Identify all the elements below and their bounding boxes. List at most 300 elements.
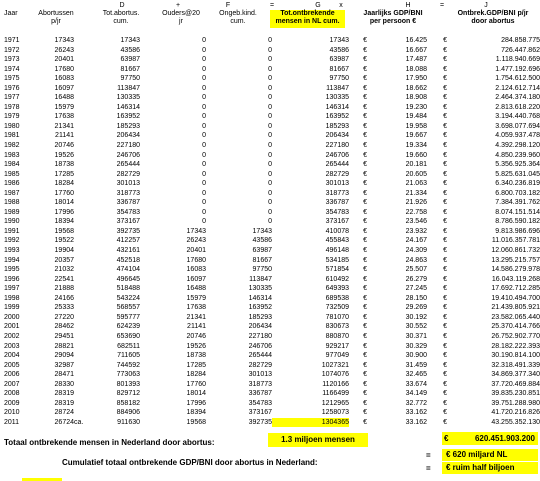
ongeb-cell: 163952 [248,304,272,312]
table-row [0,208,540,218]
year-cell: 1974 [4,65,20,73]
ongeb-cell: 0 [268,180,272,188]
table-row [0,151,540,161]
year-cell: 1988 [4,199,20,207]
abortions-cell: 28821 [54,342,74,350]
gdp-cell: 21.926 [405,199,427,207]
currency-cell: € [363,132,367,140]
ouders-cell: 0 [202,65,206,73]
ontbrek-gdp-cell: 8.074.151.514 [495,208,540,216]
tot-abortus-cell: 568557 [116,304,140,312]
gdp-cell: 18.908 [405,94,427,102]
year-cell: 1972 [4,46,20,54]
tot-abortus-cell: 711605 [117,352,140,360]
ongeb-cell: 0 [268,189,272,197]
year-cell: 1996 [4,275,20,283]
ongeb-cell: 0 [268,142,272,150]
tot-ontbrekende-cell: 146314 [325,103,349,111]
ontbrek-gdp-cell: 41.720.216.826 [491,409,540,417]
header-col-d: D [119,2,125,9]
abortions-cell: 15979 [54,103,74,111]
tot-abortus-cell: 744592 [116,361,140,369]
abortions-cell: 28724 [54,409,74,417]
gdp-cell: 30.900 [405,352,427,360]
gdp-cell: 23.932 [405,227,427,235]
currency-cell: € [363,161,367,169]
gdp-cell: 32.465 [405,371,427,379]
ongeb-cell: 206434 [248,323,272,331]
currency-cell: € [363,199,367,207]
table-row [0,170,540,180]
year-cell: 2002 [4,332,20,340]
currency-cell: € [443,352,447,360]
line1-text: € 620 miljard NL [442,449,538,461]
ongeb-cell: 0 [268,75,272,83]
ongeb-cell: 0 [268,151,272,159]
ongeb-cell: 0 [268,84,272,92]
year-cell: 1986 [4,180,20,188]
total-value: 1.3 miljoen mensen [268,433,368,447]
table-row [0,284,540,294]
ouders-cell: 21141 [187,323,206,331]
abortions-cell: 20357 [54,256,74,264]
ongeb-cell: 185293 [248,313,272,321]
currency-cell: € [363,323,367,331]
tot-ontbrekende-cell: 1258073 [321,409,349,417]
ongeb-cell: 130335 [248,285,272,293]
year-cell: 1979 [4,113,20,121]
table-row [0,198,540,208]
ontbrek-gdp-cell: 17.692.712.285 [491,285,540,293]
ontbrek-gdp-cell: 726.447.862 [501,46,540,54]
currency-cell: € [363,332,367,340]
gdp-cell: 19.660 [405,151,427,159]
gdp-cell: 27.245 [405,285,427,293]
year-cell: 1994 [4,256,20,264]
tot-abortus-cell: 432161 [116,247,140,255]
table-row [0,389,540,399]
ouders-cell: 17343 [186,227,206,235]
abortions-cell: 21141 [55,132,74,140]
ongeb-cell: 301013 [248,371,272,379]
ouders-cell: 0 [202,132,206,140]
abortions-cell: 21341 [54,122,74,130]
gdp-cell: 34.149 [405,390,427,398]
currency-cell: € [363,208,367,216]
currency-cell: € [443,103,447,111]
ouders-cell: 16488 [186,285,206,293]
abortions-cell: 29451 [54,332,74,340]
header-jaar: Jaar [4,10,18,17]
ouders-cell: 0 [202,189,206,197]
currency-cell: € [443,418,447,426]
ouders-cell: 0 [202,142,206,150]
table-row [0,399,540,409]
currency-cell: € [443,56,447,64]
ouders-cell: 0 [202,56,206,64]
ouders-cell: 0 [202,170,206,178]
currency-cell: € [363,342,367,350]
ongeb-cell: 0 [268,65,272,73]
ouders-cell: 0 [202,37,206,44]
currency-cell: € [443,294,447,302]
table-row [0,65,540,75]
abortions-cell: 21888 [54,285,74,293]
tot-abortus-cell: 653690 [116,332,140,340]
currency-cell: € [443,208,447,216]
ontbrek-gdp-cell: 34.869.377.340 [491,371,540,379]
tot-ontbrekende-cell: 649393 [325,285,349,293]
ouders-cell: 18394 [186,409,206,417]
table-row [0,303,540,313]
ontbrek-gdp-cell: 4.392.298.120 [495,142,540,150]
tot-abortus-cell: 858182 [116,399,140,407]
ongeb-cell: 265444 [248,352,272,360]
tot-ontbrekende-cell: 206434 [325,132,349,140]
tot-ontbrekende-cell: 455843 [325,237,349,245]
currency-cell: € [363,371,367,379]
gdp-cell: 26.279 [405,275,427,283]
tot-ontbrekende-cell: 81667 [329,65,349,73]
currency-cell: € [443,227,447,235]
ouders-cell: 0 [202,75,206,83]
currency-cell: € [443,94,447,102]
year-cell: 1973 [4,56,20,64]
currency-cell: € [363,285,367,293]
gdp-cell: 24.863 [405,256,427,264]
table-row [0,313,540,323]
abortions-cell: 16488 [54,94,74,102]
ongeb-cell: 63987 [252,247,272,255]
ouders-cell: 18014 [186,390,206,398]
currency-cell: € [363,352,367,360]
table-row [0,361,540,371]
abortions-cell: 19522 [54,237,74,245]
year-cell: 1998 [4,294,20,302]
gdp-cell: 19.958 [405,122,427,130]
ontbrek-gdp-cell: 7.384.391.762 [495,199,540,207]
tot-abortus-cell: 336787 [116,199,140,207]
table-row [0,332,540,342]
tot-abortus-cell: 113847 [117,84,140,92]
ouders-cell: 17996 [186,399,206,407]
ontbrek-gdp-cell: 43.255.352.130 [491,418,540,426]
sum-box [442,432,538,445]
year-cell: 1987 [4,189,20,197]
abortions-cell: 25333 [54,304,74,312]
table-row [0,179,540,189]
year-cell: 1980 [4,122,20,130]
year-cell: 1997 [4,285,20,293]
abortions-cell: 18738 [54,161,74,169]
year-cell: 2009 [4,399,20,407]
tot-abortus-cell: 163952 [116,113,140,121]
tot-abortus-cell: 373167 [116,218,140,226]
year-cell: 1978 [4,103,20,111]
table-row [0,351,540,361]
ongeb-cell: 43586 [252,237,272,245]
tot-abortus-cell: 518488 [116,285,140,293]
header-tot-abortus: Tot.abortus. cum. [102,10,140,25]
tot-ontbrekende-cell: 496148 [325,247,349,255]
abortions-cell: 32987 [54,361,74,369]
year-cell: 2008 [4,390,20,398]
ongeb-cell: 17343 [252,227,272,235]
tot-abortus-cell: 911630 [117,418,140,426]
tot-ontbrekende-cell: 1120166 [322,380,349,388]
ongeb-cell: 0 [268,199,272,207]
tot-abortus-cell: 17343 [120,37,140,44]
gdp-cell: 17.487 [405,56,427,64]
ontbrek-gdp-cell: 37.720.469.884 [491,380,540,388]
ontbrek-gdp-cell: 30.190.814.100 [491,352,540,360]
currency-cell: € [443,256,447,264]
tot-abortus-cell: 206434 [116,132,140,140]
tot-abortus-cell: 265444 [116,161,140,169]
sum-value: 620.451.903.200 [474,434,535,443]
currency-cell: € [363,142,367,150]
abortions-cell: 18284 [54,180,74,188]
tot-abortus-cell: 146314 [116,103,140,111]
tot-ontbrekende-cell: 282729 [325,170,349,178]
tot-abortus-cell: 392735 [116,227,140,235]
ouders-cell: 0 [202,180,206,188]
abortions-cell: 17638 [54,113,74,121]
estimate-note: ca. [74,418,84,426]
year-cell: 1991 [4,227,20,235]
ouders-cell: 0 [202,122,206,130]
abortions-cell: 26243 [54,46,74,54]
year-cell: 2006 [4,371,20,379]
currency-cell: € [443,113,447,121]
header-x: x [339,2,343,9]
ouders-cell: 20401 [186,247,206,255]
year-cell: 1999 [4,304,20,312]
table-row [0,93,540,103]
column-headers [0,2,540,35]
gdp-cell: 29.269 [405,304,427,312]
tot-abortus-cell: 452518 [116,256,140,264]
table-row [0,236,540,246]
tot-ontbrekende-cell: 354783 [325,208,349,216]
gdp-cell: 19.667 [405,132,427,140]
tot-ontbrekende-cell: 929217 [325,342,349,350]
year-cell: 1975 [4,75,20,83]
table-row [0,131,540,141]
header-col-h: H [405,2,411,9]
ouders-cell: 17680 [186,256,206,264]
currency-cell: € [443,237,447,245]
ontbrek-gdp-cell: 8.786.590.182 [495,218,540,226]
ontbrek-gdp-cell: 11.016.357.781 [491,237,540,245]
tot-ontbrekende-cell: 732509 [325,304,349,312]
currency-cell: € [363,84,367,92]
currency-cell: € [443,266,447,274]
year-cell: 2001 [4,323,20,331]
header-col-f: F [225,2,231,9]
table-row [0,74,540,84]
ongeb-cell: 246706 [248,342,272,350]
table-row [0,370,540,380]
ongeb-cell: 81667 [252,256,272,264]
tot-ontbrekende-cell: 1166499 [322,390,349,398]
tot-abortus-cell: 496645 [116,275,140,283]
tot-abortus-cell: 354783 [116,208,140,216]
currency-cell: € [363,304,367,312]
table-row [0,84,540,94]
abortions-cell: 21032 [54,266,74,274]
table-row [0,160,540,170]
header-ontbrek-gdp: Ontbrek.GDP/BNI p/jr door abortus [457,10,529,25]
abortions-cell: 17343 [54,37,74,44]
currency-cell: € [363,227,367,235]
ontbrek-gdp-cell: 5.825.631.045 [495,170,540,178]
tot-abortus-cell: 63987 [120,56,140,64]
gdp-cell: 30.371 [405,332,427,340]
gdp-cell: 19.230 [405,103,427,111]
year-cell: 2007 [4,380,20,388]
header-abortussen: Abortussen p/jr [38,10,74,25]
year-cell: 1990 [4,218,20,226]
currency-cell: € [363,266,367,274]
abortions-cell: 27220 [54,313,74,321]
ontbrek-gdp-cell: 39.835.230.851 [491,390,540,398]
ongeb-cell: 97750 [252,266,272,274]
ontbrek-gdp-cell: 19.410.494.700 [491,294,540,302]
ontbrek-gdp-cell: 32.318.491.339 [491,361,540,369]
header-eq1: = [269,2,275,9]
tot-abortus-cell: 301013 [116,180,140,188]
header-ouders: Ouders@20 jr [162,10,200,25]
tot-ontbrekende-cell: 227180 [325,142,349,150]
abortions-cell: 18014 [54,199,74,207]
ontbrek-gdp-cell: 21.439.805.921 [491,304,540,312]
currency-cell: € [443,122,447,130]
year-cell: 2000 [4,313,20,321]
year-cell: 2003 [4,342,20,350]
ouders-cell: 16083 [186,266,206,274]
currency-cell: € [443,151,447,159]
ongeb-cell: 0 [268,208,272,216]
sum-currency: € [444,434,449,443]
ontbrek-gdp-cell: 1.477.192.696 [495,65,540,73]
table-row [0,112,540,122]
tot-abortus-cell: 773063 [116,371,140,379]
currency-cell: € [443,390,447,398]
tot-abortus-cell: 43586 [120,46,140,54]
currency-cell: € [363,189,367,197]
currency-cell: € [443,180,447,188]
abortions-cell: 24166 [54,294,74,302]
tot-ontbrekende-cell: 410078 [325,227,349,235]
gdp-cell: 33.162 [405,409,427,417]
ouders-cell: 20746 [186,332,206,340]
tot-abortus-cell: 884906 [116,409,140,417]
tot-ontbrekende-cell: 63987 [329,56,349,64]
year-cell: 1993 [4,247,20,255]
ongeb-cell: 0 [268,218,272,226]
abortions-cell: 20401 [54,56,74,64]
ongeb-cell: 0 [268,56,272,64]
ouders-cell: 18284 [186,371,206,379]
currency-cell: € [363,46,367,54]
table-row [0,217,540,227]
ongeb-cell: 0 [268,113,272,121]
currency-cell: € [363,313,367,321]
ongeb-cell: 0 [268,122,272,130]
ongeb-cell: 0 [268,161,272,169]
tot-abortus-cell: 246706 [116,151,140,159]
header-col-g: G [315,2,321,9]
currency-cell: € [363,151,367,159]
tot-abortus-cell: 624239 [116,323,140,331]
currency-cell: € [443,46,447,54]
ontbrek-gdp-cell: 4.059.937.478 [495,132,540,140]
ongeb-cell: 0 [268,170,272,178]
currency-cell: € [443,332,447,340]
gdp-cell: 22.758 [405,208,427,216]
gdp-cell: 31.459 [405,361,427,369]
abortions-cell: 18394 [54,218,74,226]
ontbrek-gdp-cell: 28.182.222.393 [491,342,540,350]
tot-ontbrekende-cell: 113847 [326,84,349,92]
header-plus: + [175,2,181,9]
gdp-cell: 28.150 [405,294,427,302]
ongeb-cell: 282729 [248,361,272,369]
currency-cell: € [363,275,367,283]
table-row [0,322,540,332]
year-cell: 2011 [4,418,20,426]
ongeb-cell: 0 [268,37,272,44]
ouders-cell: 17285 [186,361,206,369]
currency-cell: € [443,247,447,255]
year-cell: 1985 [4,170,20,178]
tot-ontbrekende-cell: 1304365 [272,418,349,428]
tot-abortus-cell: 227180 [116,142,140,150]
currency-cell: € [443,199,447,207]
ongeb-cell: 0 [268,46,272,54]
tot-ontbrekende-cell: 336787 [325,199,349,207]
currency-cell: € [443,361,447,369]
year-cell: 2004 [4,352,20,360]
ouders-cell: 0 [202,46,206,54]
ontbrek-gdp-cell: 13.295.215.757 [491,256,540,264]
abortions-cell: 28471 [54,371,74,379]
table-row [0,418,540,428]
gdp-cell: 33.162 [405,418,427,426]
abortions-cell: 29094 [54,352,74,360]
gdp-cell: 30.552 [405,323,427,331]
currency-cell: € [363,361,367,369]
currency-cell: € [363,399,367,407]
ouders-cell: 0 [202,103,206,111]
year-cell: 2010 [4,409,20,417]
tot-ontbrekende-cell: 301013 [325,180,349,188]
ouders-cell: 21341 [186,313,206,321]
year-cell: 1971 [4,37,20,44]
currency-cell: € [443,132,447,140]
currency-cell: € [363,247,367,255]
currency-cell: € [363,390,367,398]
tot-ontbrekende-cell: 1212965 [321,399,349,407]
ouders-cell: 16097 [186,275,206,283]
abortions-cell: 17760 [54,189,74,197]
cum-label: Cumulatief totaal ontbrekende GDP/BNI door abortus in Nederland: [62,458,318,467]
year-cell: 1981 [4,132,20,140]
abortions-cell: 17680 [54,65,74,73]
gdp-cell: 16.667 [405,46,427,54]
currency-cell: € [443,399,447,407]
